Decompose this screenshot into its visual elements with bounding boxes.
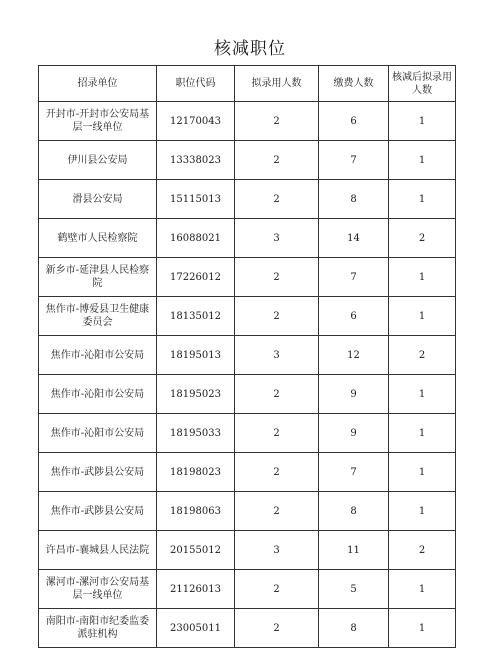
cell-after: 2: [389, 531, 456, 570]
cell-paid: 7: [319, 141, 389, 180]
cell-after: 1: [389, 570, 456, 609]
cell-code: 17226012: [157, 258, 235, 297]
cell-unit: 许昌市-襄城县人民法院: [39, 531, 157, 570]
cell-code: 18198023: [157, 453, 235, 492]
cell-after: 1: [389, 492, 456, 531]
cell-planned: 2: [235, 141, 319, 180]
cell-after: 1: [389, 609, 456, 648]
table-row: [39, 258, 456, 297]
cell-unit: 新乡市-延津县人民检察院: [39, 258, 157, 297]
positions-table: [38, 65, 456, 648]
table-row: [39, 375, 456, 414]
cell-paid: 7: [319, 258, 389, 297]
cell-unit: 伊川县公安局: [39, 141, 157, 180]
cell-unit: 南阳市-南阳市纪委监委派驻机构: [39, 609, 157, 648]
cell-planned: 2: [235, 102, 319, 141]
cell-planned: 2: [235, 258, 319, 297]
table-row: [39, 531, 456, 570]
table-body: [39, 102, 456, 648]
cell-paid: 11: [319, 531, 389, 570]
cell-planned: 3: [235, 219, 319, 258]
table-row: [39, 609, 456, 648]
cell-paid: 8: [319, 492, 389, 531]
header-planned: 拟录用人数: [235, 66, 319, 102]
cell-after: 2: [389, 219, 456, 258]
table-row: [39, 180, 456, 219]
table-header-row: [39, 66, 456, 102]
cell-code: 12170043: [157, 102, 235, 141]
cell-paid: 14: [319, 219, 389, 258]
table-row: [39, 453, 456, 492]
cell-code: 18195033: [157, 414, 235, 453]
table-row: [39, 414, 456, 453]
cell-unit: 开封市-开封市公安局基层一线单位: [39, 102, 157, 141]
page-title: 核减职位: [214, 39, 286, 59]
cell-paid: 9: [319, 375, 389, 414]
cell-after: 1: [389, 414, 456, 453]
cell-paid: 5: [319, 570, 389, 609]
header-unit: 招录单位: [39, 66, 157, 102]
cell-planned: 3: [235, 531, 319, 570]
cell-unit: 滑县公安局: [39, 180, 157, 219]
cell-paid: 7: [319, 453, 389, 492]
cell-planned: 2: [235, 375, 319, 414]
cell-paid: 6: [319, 297, 389, 336]
cell-planned: 2: [235, 297, 319, 336]
cell-after: 1: [389, 141, 456, 180]
cell-after: 1: [389, 180, 456, 219]
cell-unit: 焦作市-沁阳市公安局: [39, 375, 157, 414]
header-code: 职位代码: [157, 66, 235, 102]
cell-code: 23005011: [157, 609, 235, 648]
cell-after: 1: [389, 297, 456, 336]
table-row: [39, 102, 456, 141]
cell-paid: 12: [319, 336, 389, 375]
cell-paid: 8: [319, 180, 389, 219]
cell-code: 18195023: [157, 375, 235, 414]
cell-unit: 焦作市-武陟县公安局: [39, 453, 157, 492]
cell-code: 18198063: [157, 492, 235, 531]
header-after: 核减后拟录用人数: [389, 66, 456, 102]
cell-unit: 漯河市-漯河市公安局基层一线单位: [39, 570, 157, 609]
cell-code: 21126013: [157, 570, 235, 609]
table-row: [39, 570, 456, 609]
cell-after: 1: [389, 453, 456, 492]
table-row: [39, 336, 456, 375]
cell-planned: 2: [235, 570, 319, 609]
table-row: [39, 297, 456, 336]
cell-unit: 焦作市-沁阳市公安局: [39, 414, 157, 453]
cell-after: 1: [389, 102, 456, 141]
cell-unit: 焦作市-沁阳市公安局: [39, 336, 157, 375]
table-row: [39, 492, 456, 531]
header-paid: 缴费人数: [319, 66, 389, 102]
cell-planned: 2: [235, 180, 319, 219]
cell-unit: 焦作市-博爱县卫生健康委员会: [39, 297, 157, 336]
cell-planned: 2: [235, 414, 319, 453]
cell-paid: 6: [319, 102, 389, 141]
cell-planned: 2: [235, 453, 319, 492]
cell-planned: 3: [235, 336, 319, 375]
table-row: [39, 141, 456, 180]
cell-unit: 鹤壁市人民检察院: [39, 219, 157, 258]
cell-code: 20155012: [157, 531, 235, 570]
cell-after: 1: [389, 258, 456, 297]
cell-code: 18195013: [157, 336, 235, 375]
cell-after: 1: [389, 375, 456, 414]
cell-paid: 8: [319, 609, 389, 648]
cell-unit: 焦作市-武陟县公安局: [39, 492, 157, 531]
cell-code: 18135012: [157, 297, 235, 336]
cell-code: 15115013: [157, 180, 235, 219]
cell-code: 16088021: [157, 219, 235, 258]
cell-after: 2: [389, 336, 456, 375]
cell-planned: 2: [235, 609, 319, 648]
cell-paid: 9: [319, 414, 389, 453]
table-row: [39, 219, 456, 258]
cell-planned: 2: [235, 492, 319, 531]
cell-code: 13338023: [157, 141, 235, 180]
